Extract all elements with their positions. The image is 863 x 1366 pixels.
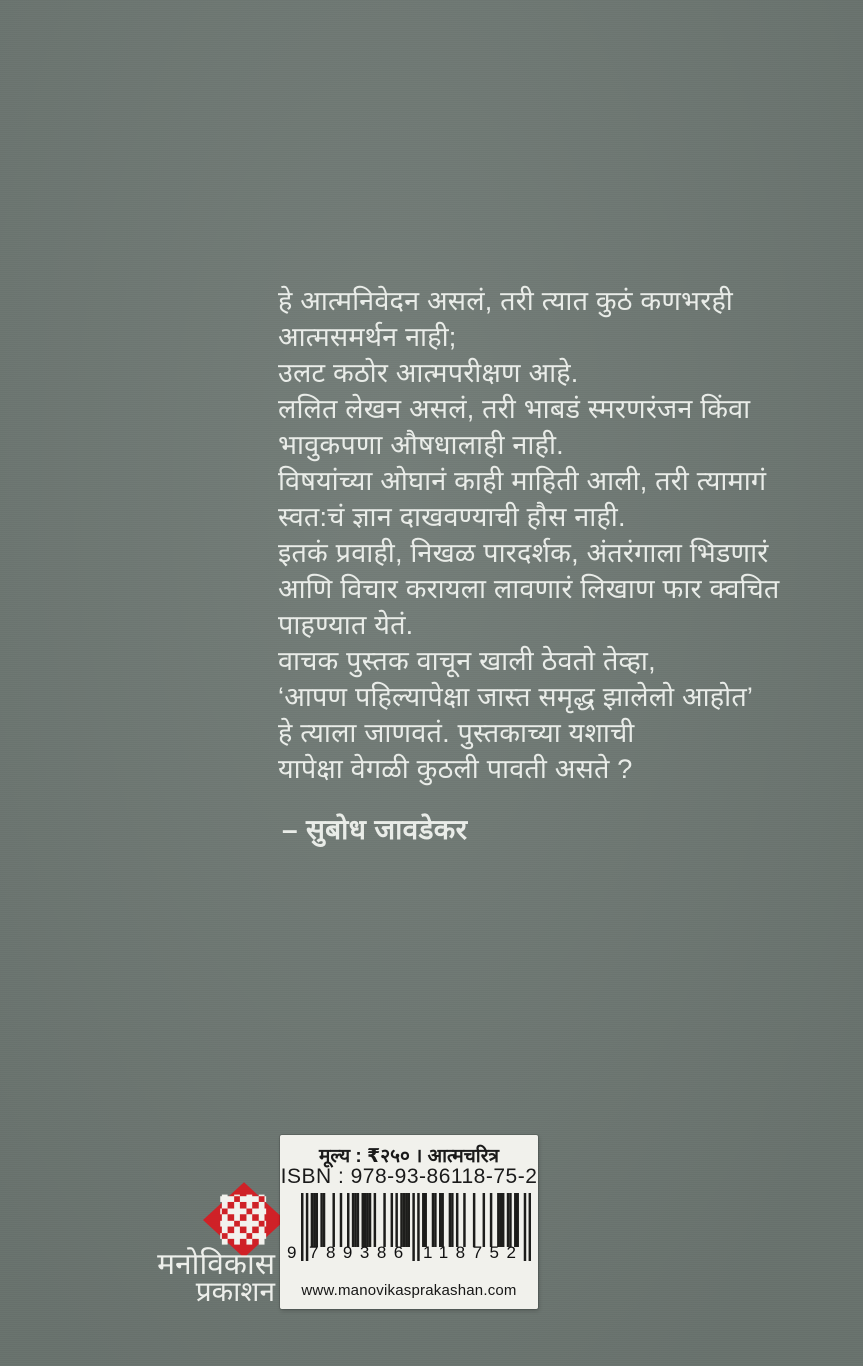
publisher-name-line1: मनोविकास: [157, 1248, 275, 1281]
barcode-digit-first: 9: [287, 1243, 297, 1262]
barcode-digits-left: 789386: [309, 1243, 411, 1262]
blurb-quote: [278, 283, 780, 787]
publisher-logo-lattice-diamond-icon: [203, 1182, 285, 1258]
quote-line: भावुकपणा औषधालाही नाही.: [278, 430, 564, 460]
publisher-website: www.manovikasprakashan.com: [301, 1282, 517, 1299]
quote-line: यापेक्षा वेगळी कुठली पावती असते ?: [278, 754, 633, 784]
quote-line: उलट कठोर आत्मपरीक्षण आहे.: [278, 358, 579, 388]
publisher-name: [120, 1248, 275, 1307]
quote-line: इतकं प्रवाही, निखळ पारदर्शक, अंतरंगाला भिडणारं: [278, 538, 769, 568]
quote-line: पाहण्यात येतं.: [278, 610, 414, 640]
publisher-name-line2: प्रकाशन: [195, 1276, 275, 1307]
isbn-number: ISBN : 978-93-86118-75-2: [280, 1165, 538, 1188]
quote-line: विषयांच्या ओघानं काही माहिती आली, तरी त्यामागं: [278, 466, 767, 496]
quote-line: आत्मसमर्थन नाही;: [278, 322, 457, 352]
quote-line: स्वत:चं ज्ञान दाखवण्याची हौस नाही.: [278, 502, 626, 532]
quote-line: वाचक पुस्तक वाचून खाली ठेवतो तेव्हा,: [278, 646, 656, 676]
isbn-barcode-panel: [280, 1135, 538, 1309]
blurb-author: – सुबोध जावडेकर: [282, 814, 468, 845]
quote-line: हे आत्मनिवेदन असलं, तरी त्यात कुठं कणभरही: [278, 286, 734, 316]
quote-line: आणि विचार करायला लावणारं लिखाण फार क्वचित: [278, 574, 780, 604]
barcode-digits-right: 118752: [423, 1243, 524, 1262]
ean13-barcode: [287, 1193, 531, 1281]
quote-line: ‘आपण पहिल्यापेक्षा जास्त समृद्ध झालेलो आहोत’: [278, 682, 754, 712]
quote-line: ललित लेखन असलं, तरी भाबडं स्मरणरंजन किंवा: [278, 394, 751, 424]
price-and-genre: मूल्य : ₹२५० । आत्मचरित्र: [319, 1146, 499, 1167]
quote-line: हे त्याला जाणवतं. पुस्तकाच्या यशाची: [278, 718, 635, 748]
